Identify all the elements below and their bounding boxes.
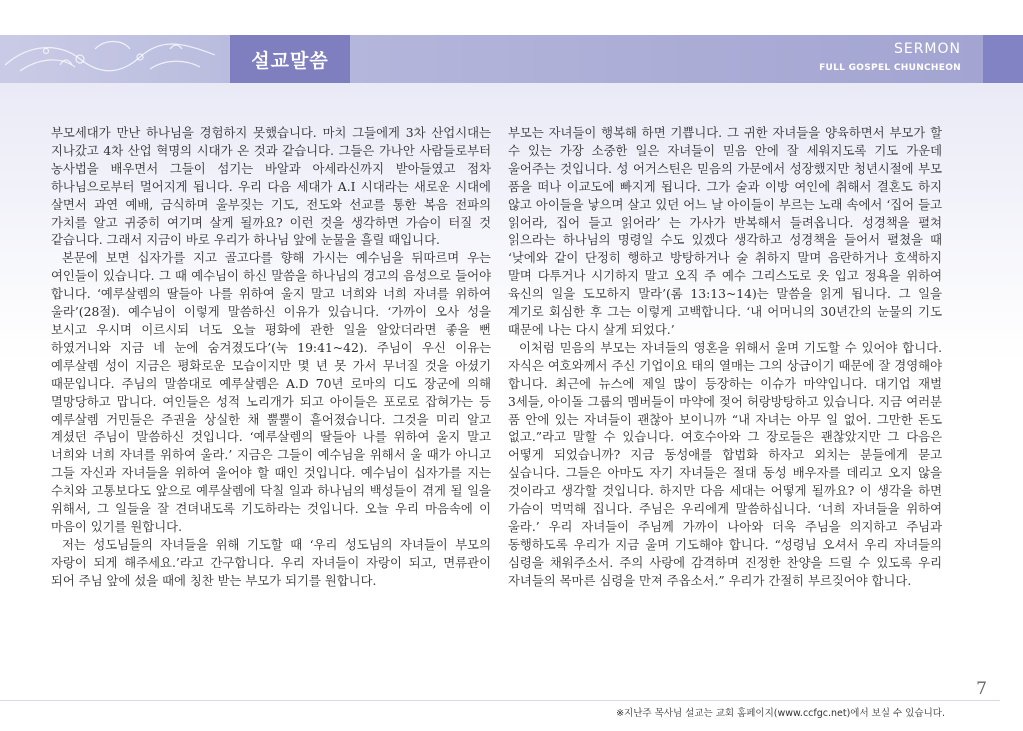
right-column	[508, 125, 942, 591]
paragraph: 저는 성도님들의 자녀들을 위해 기도할 때 ‘우리 성도님의 자녀들이 부모의 자랑이 되게 해주세요.’라고 간구합니다. 우리 자녀들이 자랑이 되고, 면류관이 되어 주님 앞에 섰을 때에 칭찬 받는 부모가 되기를 원합니다.	[51, 537, 491, 588]
footer-note: ※지난주 목사님 설교는 교회 홈페이지(www.ccfgc.net)에서 보실 수 있습니다.	[616, 708, 945, 719]
paragraph: 본문에 보면 십자가를 지고 골고다를 향해 가시는 예수님을 뒤따르며 우는 여인들이 있습니다. 그 때 예수님이 하신 말씀을 하나님의 경고의 음성으로 들어야 합니다. ‘예루살렘의 딸들아 나를 위하여 울지 말고 너희와 너희 자녀를 위하여 울라’(28절). 예수님이 이렇게 말씀하신 이유가 있습니다. ‘가까이 오사 성을 보시고 우시며 이르시되 너도 오늘 평화에 관한 일을 알았더라면 좋을 뻔 하였거니와 지금 네 눈에 숨겨졌도다’(눅 19:41~42). 주님이 우신 이유는 예루살렘 성이 지금은 평화로운 모습이지만 몇 년 못 가서 무너질 것을 아셨기 때문입니다. 주님의 말씀대로 예루살렘은 A.D 70년 로마의 디도 장군에 의해 멸망당하고 맙니다. 여인들은 성적 노리개가 되고 아이들은 포로로 잡혀가는 등 예루살렘 거민들은 주권을 상실한 채 뿔뿔이 흩어졌습니다. 그것을 미리 알고 계셨던 주님이 말씀하신 것입니다. ‘예루살렘의 딸들아 나를 위하여 울지 말고 너희와 너희 자녀를 위하여 울라.’ 지금은 그들이 예수님을 위해서 울 때가 아니고 그들 자신과 자녀들을 위하여 울어야 할 때인 것입니다. 예수님이 십자가를 지는 수치와 고통보다도 앞으로 예루살렘에 닥칠 일과 하나님의 백성들이 겪게 될 일을 위해서, 그 일들을 잘 견뎌내도록 기도하라는 것입니다. 오늘 우리 마음속에 이 마음이 있기를 원합니다.	[51, 251, 491, 534]
sermon-label: SERMON	[893, 41, 961, 57]
header-tab	[983, 35, 1023, 83]
divider	[0, 700, 1000, 701]
page-number: 7	[976, 679, 987, 699]
church-name: FULL GOSPEL CHUNCHEON	[819, 63, 961, 73]
header-right-labels	[819, 41, 961, 73]
paragraph: 이처럼 믿음의 부모는 자녀들의 영혼을 위해서 울며 기도할 수 있어야 합니다. 자식은 여호와께서 주신 기업이요 태의 열매는 그의 상급이기 때문에 잘 경영해야 합니다. 최근에 뉴스에 제일 많이 등장하는 이슈가 마약입니다. 대기업 재벌 3세들, 아이돌 그룹의 멤버들이 마약에 젖어 허랑방탕하고 있습니다. 지금 여러분 품 안에 있는 자녀들이 괜찮아 보이니까 “내 자녀는 아무 일 없어. 그만한 돈도 없고.”라고 말할 수 있습니다. 여호수아와 그 장로들은 괜찮았지만 그 다음은 어떻게 되었습니까? 지금 동성애를 합법화 하자고 외치는 분들에게 묻고 싶습니다. 그들은 아마도 자기 자녀들은 절대 동성 배우자를 데리고 오지 않을 것이라고 생각할 것입니다. 하지만 다음 세대는 어떻게 될까요? 이 생각을 하면 가슴이 먹먹해 집니다. 주님은 우리에게 말씀하십니다. ‘너희 자녀들을 위하여 울라.’ 우리 자녀들이 주님께 가까이 나아와 더욱 주님을 의지하고 주님과 동행하도록 우리가 지금 울며 기도해야 합니다. “성령님 오셔서 우리 자녀들의 심령을 채워주소서. 주의 사랑에 감격하며 진정한 찬양을 드릴 수 있도록 우리 자녀들의 목마른 심령을 만져 주옵소서.” 우리가 간절히 부르짖어야 합니다.	[508, 340, 942, 588]
section-title: 설교말씀	[230, 35, 350, 83]
floral-ornament-icon	[0, 35, 230, 83]
left-column	[51, 125, 491, 591]
header-band	[0, 35, 1023, 83]
paragraph: 부모는 자녀들이 행복해 하면 기쁩니다. 그 귀한 자녀들을 양육하면서 부모가 할 수 있는 가장 소중한 일은 자녀들이 믿음 안에 잘 세워지도록 기도 가운데 울어주는 것입니다. 성 어거스틴은 믿음의 가문에서 성장했지만 청년시절에 부모 품을 떠나 이교도에 빠지게 됩니다. 그가 술과 이방 여인에 취해서 결혼도 하지 않고 아이들을 낳으며 살고 있던 어느 날 아이들이 부르는 노래 속에서 ‘집어 들고 읽어라, 집어 들고 읽어라’ 는 가사가 반복해서 들려옵니다. 성경책을 펼쳐 읽으라는 하나님의 명령일 수도 있겠다 생각하고 성경책을 들어서 펼쳤을 때 ‘낮에와 같이 단정히 행하고 방탕하거나 술 취하지 말며 음란하거나 호색하지 말며 다투거나 시기하지 말고 오직 주 예수 그리스도로 옷 입고 정욕을 위하여 육신의 일을 도모하지 말라’(롬 13:13~14)는 말씀을 읽게 됩니다. 그 일을 계기로 회심한 후 그는 이렇게 고백합니다. ‘내 어머니의 30년간의 눈물의 기도 때문에 나는 다시 살게 되었다.’	[508, 126, 942, 337]
paragraph: 부모세대가 만난 하나님을 경험하지 못했습니다. 마치 그들에게 3차 산업시대는 지나갔고 4차 산업 혁명의 시대가 온 것과 같습니다. 그들은 가나안 사람들로부터 농사법을 배우면서 그들이 섬기는 바알과 아세라신까지 받아들였고 점차 하나님으로부터 멀어지게 됩니다. 우리 다음 세대가 A.I 시대라는 새로운 시대에 살면서 과연 예배, 금식하며 울부짖는 기도, 전도와 선교를 통한 복음 전파의 가치를 알고 귀중히 여기며 살게 될까요? 이런 것을 생각하면 가슴이 터질 것 같습니다. 그래서 지금이 바로 우리가 하나님 앞에 눈물을 흘릴 때입니다.	[51, 126, 491, 248]
top-margin	[0, 0, 1023, 35]
